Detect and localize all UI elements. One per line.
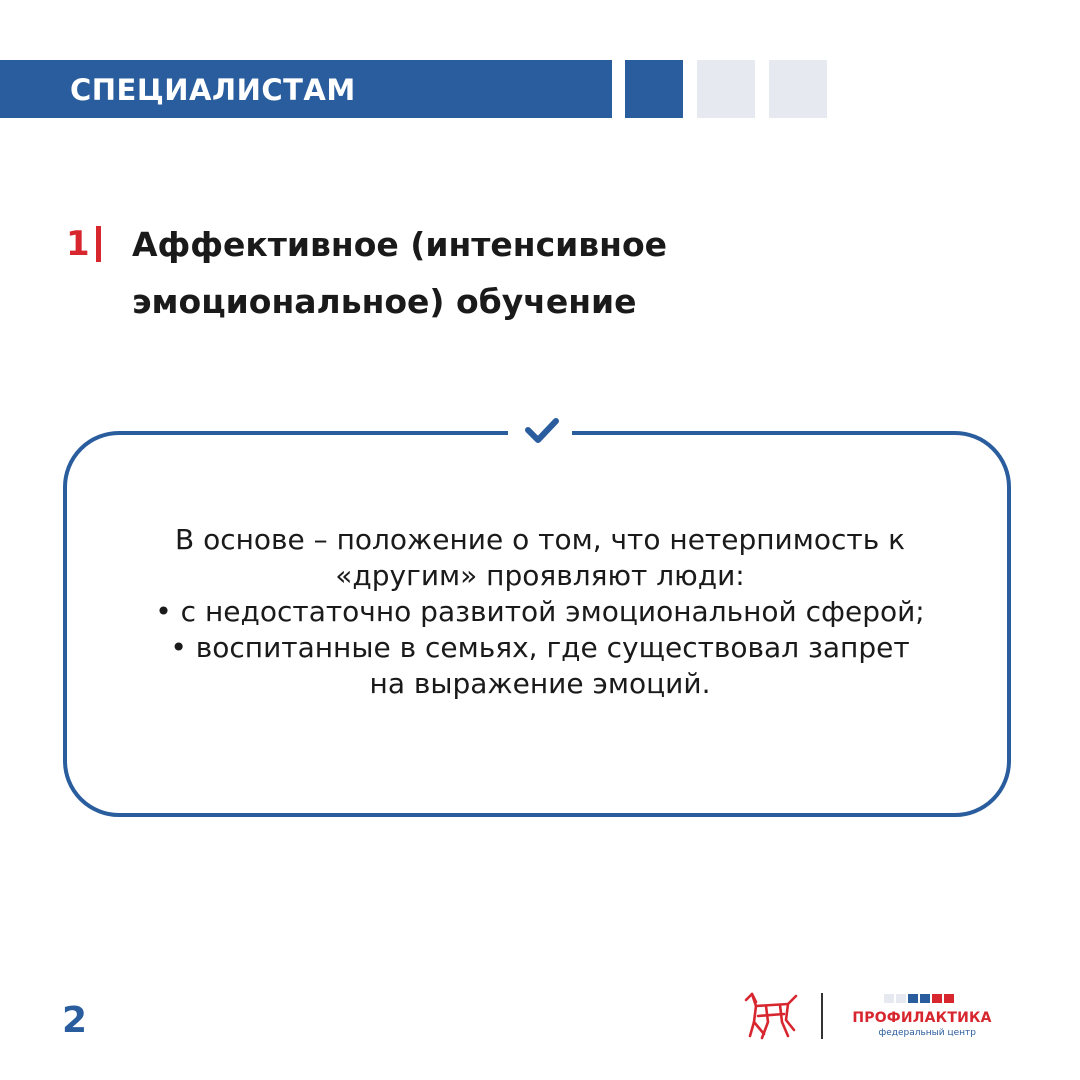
card-text [70, 522, 1010, 702]
section-separator [96, 226, 101, 262]
progress-square-active [625, 60, 683, 118]
horse-emblem-icon [744, 992, 798, 1040]
card-text-line: • воспитанные в семьях, где существовал запрет [170, 631, 910, 664]
logo-flag-squares [884, 994, 964, 1004]
header-bar [0, 60, 612, 118]
page-number: 2 [62, 1000, 88, 1041]
section-title [132, 216, 812, 330]
header-label: СПЕЦИАЛИСТАМ [70, 73, 356, 107]
card-text-line: на выражение эмоций. [369, 667, 711, 700]
logo-title: ПРОФИЛАКТИКА [852, 1010, 992, 1026]
card-text-line: В основе – положение о том, что нетерпимость к [174, 523, 906, 556]
logo-subtitle: федеральный центр [878, 1028, 976, 1038]
section-number: 1 [66, 224, 90, 264]
check-icon [522, 414, 562, 448]
section-title-line: Аффективное (интенсивное [132, 225, 668, 264]
card-text-line: • с недостаточно развитой эмоциональной сферой; [155, 595, 925, 628]
progress-square-inactive [697, 60, 755, 118]
footer-divider [821, 993, 823, 1039]
progress-square-inactive [769, 60, 827, 118]
section-title-line: эмоциональное) обучение [132, 282, 637, 321]
card-text-line: «другим» проявляют люди: [335, 559, 745, 592]
